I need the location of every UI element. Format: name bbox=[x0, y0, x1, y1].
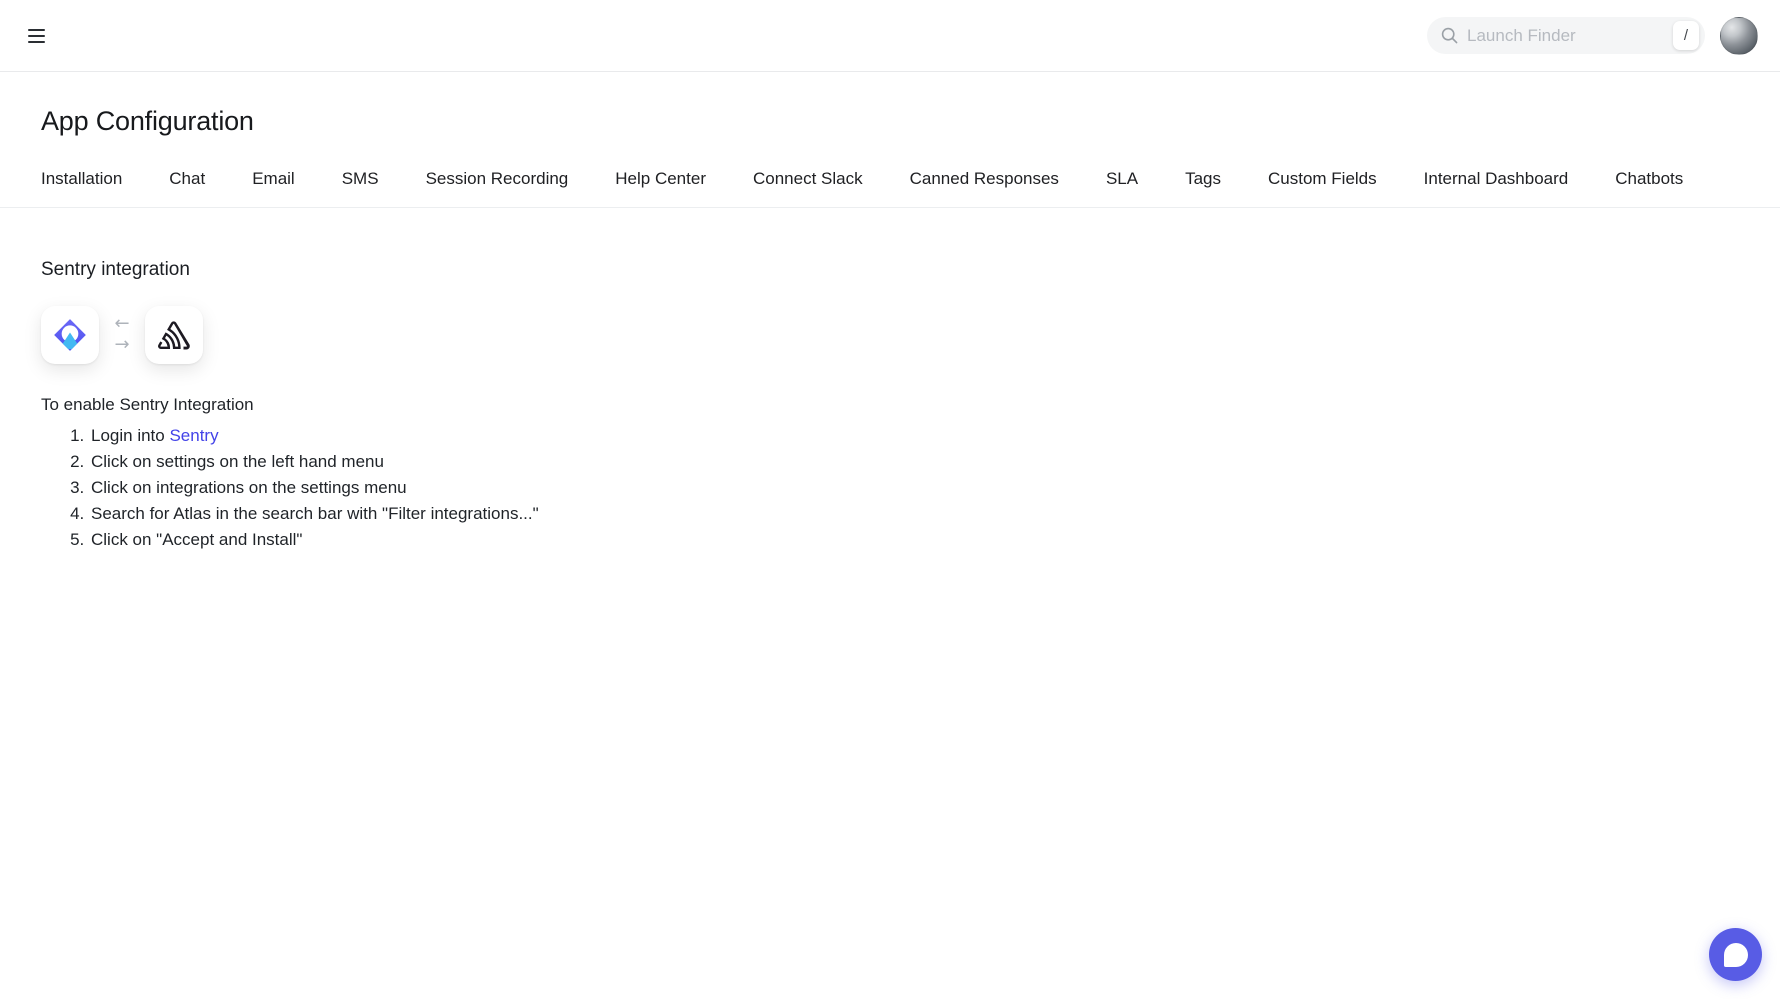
list-item bbox=[89, 501, 1739, 527]
tab-help-center[interactable]: Help Center bbox=[615, 169, 706, 188]
step-text: Click on settings on the left hand menu bbox=[91, 452, 384, 471]
atlas-app-card bbox=[41, 306, 99, 364]
list-item bbox=[89, 449, 1739, 475]
topbar bbox=[0, 0, 1780, 72]
tab-internal-dashboard[interactable]: Internal Dashboard bbox=[1423, 169, 1569, 188]
sentry-icon bbox=[158, 321, 190, 350]
tab-bar bbox=[0, 161, 1780, 208]
step-text: Search for Atlas in the search bar with "Filter integrations..." bbox=[91, 504, 539, 523]
atlas-app-icon bbox=[50, 315, 90, 355]
sentry-link[interactable]: Sentry bbox=[169, 426, 219, 445]
integration-intro-text: To enable Sentry Integration bbox=[41, 395, 254, 414]
arrow-left-icon: ← bbox=[114, 313, 130, 335]
tab-chatbots[interactable]: Chatbots bbox=[1615, 169, 1684, 188]
arrow-right-icon: → bbox=[114, 334, 130, 355]
list-item bbox=[89, 475, 1739, 501]
chat-launcher-icon[interactable] bbox=[1709, 928, 1762, 981]
sentry-app-card bbox=[145, 306, 203, 364]
section-title: Sentry integration bbox=[41, 259, 190, 280]
tab-connect-slack[interactable]: Connect Slack bbox=[752, 169, 863, 188]
launch-finder-search[interactable] bbox=[1427, 17, 1705, 54]
step-text: Login into bbox=[91, 426, 170, 445]
tab-email[interactable]: Email bbox=[252, 169, 295, 188]
tab-sla[interactable]: SLA bbox=[1105, 169, 1139, 188]
integration-steps-list bbox=[41, 423, 1739, 553]
avatar[interactable] bbox=[1720, 17, 1758, 55]
hamburger-menu-icon[interactable] bbox=[20, 19, 54, 53]
list-item bbox=[89, 423, 1739, 449]
integration-icons-row bbox=[41, 306, 1739, 364]
chat-bubble-icon bbox=[1724, 943, 1748, 967]
tab-chat[interactable]: Chat bbox=[169, 169, 206, 188]
list-item bbox=[89, 527, 1739, 553]
step-text: Click on integrations on the settings menu bbox=[91, 478, 407, 497]
tab-tags[interactable]: Tags bbox=[1185, 169, 1221, 188]
keyboard-shortcut-badge: / bbox=[1673, 21, 1699, 50]
swap-arrows-icon bbox=[99, 314, 145, 355]
tab-canned-responses[interactable]: Canned Responses bbox=[909, 169, 1059, 188]
tab-custom-fields[interactable]: Custom Fields bbox=[1268, 169, 1377, 188]
tab-session-recording[interactable]: Session Recording bbox=[425, 169, 569, 188]
tab-installation[interactable]: Installation bbox=[41, 169, 123, 188]
step-text: Click on "Accept and Install" bbox=[91, 530, 303, 549]
search-input[interactable] bbox=[1467, 26, 1673, 46]
search-icon bbox=[1441, 27, 1458, 44]
tab-sms[interactable]: SMS bbox=[341, 169, 379, 188]
sentry-integration-section bbox=[0, 259, 1780, 553]
page-title: App Configuration bbox=[41, 106, 254, 136]
